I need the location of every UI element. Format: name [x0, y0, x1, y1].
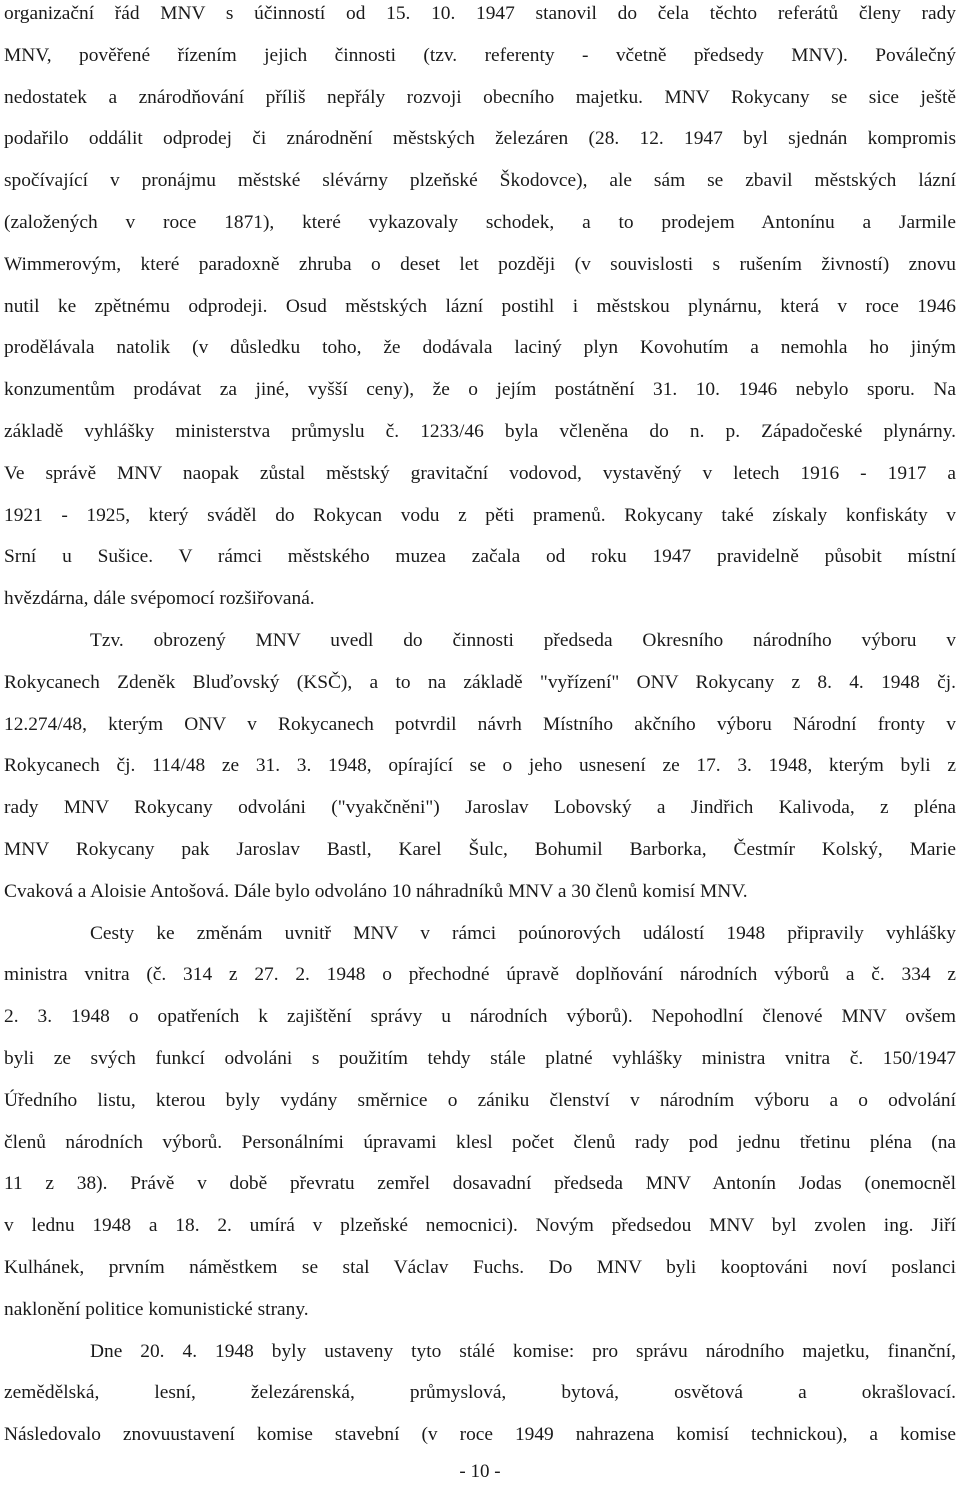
text-line: 1921 - 1925, který sváděl do Rokycan vodu z pěti pramenů. Rokycany také získaly konfiskáty v: [4, 504, 956, 526]
text-line: členů národních výborů. Personálními úpravami klesl počet členů rady pod jednu třetinu pléna (na: [4, 1131, 956, 1153]
text-line: nutil ke zpětnému odprodeji. Osud městských lázní postihl i městskou plynárnu, která v roce 1946: [4, 295, 956, 317]
text-line: Rokycanech čj. 114/48 ze 31. 3. 1948, opírající se o jeho usnesení ze 17. 3. 1948, kterým byli z: [4, 755, 956, 777]
text-line: MNV, pověřené řízením jejich činnosti (tzv. referenty - včetně předsedy MNV). Poválečný: [4, 44, 956, 66]
text-line: Kulhánek, prvním náměstkem se stal Václav Fuchs. Do MNV byli kooptováni noví poslanci: [4, 1256, 956, 1278]
text-line: rady MNV Rokycany odvoláni ("vyakčněni") Jaroslav Lobovský a Jindřich Kalivoda, z pléna: [4, 797, 956, 819]
text-line: podařilo oddálit odprodej či znárodnění městských železáren (28. 12. 1947 byl sjednán kompromis: [4, 128, 956, 150]
text-line-indented: Tzv. obrozený MNV uvedl do činnosti předseda Okresního národního výboru v: [90, 629, 956, 651]
text-line: Rokycanech Zdeněk Bluďovský (KSČ), a to na základě "vyřízení" ONV Rokycany z 8. 4. 1948 čj.: [4, 671, 956, 693]
text-line: Cvaková a Aloisie Antošová. Dále bylo odvoláno 10 náhradníků MNV a 30 členů komisí MNV.: [4, 880, 748, 902]
text-line: naklonění politice komunistické strany.: [4, 1298, 309, 1320]
text-line: Následovalo znovuustavení komise stavební (v roce 1949 nahrazena komisí technickou), a komise: [4, 1424, 956, 1446]
text-line: byli ze svých funkcí odvoláni s použitím tehdy stále platné vyhlášky ministra vnitra č. 150/1947: [4, 1047, 956, 1069]
text-line: Srní u Sušice. V rámci městského muzea začala od roku 1947 pravidelně působit místní: [4, 546, 956, 568]
text-line: (založených v roce 1871), které vykazovaly schodek, a to prodejem Antonínu a Jarmile: [4, 211, 956, 233]
text-line: spočívající v pronájmu městské slévárny plzeňské Škodovce), ale sám se zbavil městských lázní: [4, 170, 956, 192]
text-line: hvězdárna, dále svépomocí rozšiřovaná.: [4, 588, 315, 610]
text-line: Ve správě MNV naopak zůstal městský gravitační vodovod, vystavěný v letech 1916 - 1917 a: [4, 462, 956, 484]
text-line: prodělávala natolik (v důsledku toho, že dodávala laciný plyn Kovohutím a nemohla ho jiným: [4, 337, 956, 359]
text-line: zemědělská, lesní, železárenská, průmyslová, bytová, osvětová a okrašlovací.: [4, 1382, 956, 1404]
text-line: v lednu 1948 a 18. 2. umírá v plzeňské nemocnici). Novým předsedou MNV byl zvolen ing. Jiří: [4, 1215, 956, 1237]
text-line: ministra vnitra (č. 314 z 27. 2. 1948 o přechodné úpravě doplňování národních výborů a č. 334 z: [4, 964, 956, 986]
text-line: Wimmerovým, které paradoxně zhruba o deset let později (v souvislosti s rušením živností) znovu: [4, 253, 956, 275]
text-line: konzumentům prodávat za jiné, vyšší ceny), že o jejím postátnění 31. 10. 1946 nebylo sporu. Na: [4, 379, 956, 401]
text-line: 2. 3. 1948 o opatřeních k zajištění správy u národních výborů). Nepohodlní členové MNV ovšem: [4, 1006, 956, 1028]
text-line-indented: Dne 20. 4. 1948 byly ustaveny tyto stálé komise: pro správu národního majetku, finanční,: [90, 1340, 956, 1362]
document-page: [4, 0, 956, 1456]
text-line: MNV Rokycany pak Jaroslav Bastl, Karel Šulc, Bohumil Barborka, Čestmír Kolský, Marie: [4, 838, 956, 860]
text-line: organizační řád MNV s účinností od 15. 10. 1947 stanovil do čela těchto referátů členy rady: [4, 3, 956, 24]
text-line: Úředního listu, kterou byly vydány směrnice o zániku členství v národním výboru a o odvolání: [4, 1089, 956, 1111]
text-line: nedostatek a znárodňování příliš nepřály rozvoji obecního majetku. MNV Rokycany se sice ještě: [4, 86, 956, 108]
text-line: 11 z 38). Právě v době převratu zemřel dosavadní předseda MNV Antonín Jodas (onemocněl: [4, 1173, 956, 1195]
text-line: základě vyhlášky ministerstva průmyslu č. 1233/46 byla včleněna do n. p. Západočeské plynárny.: [4, 420, 956, 442]
page-number: - 10 -: [459, 1461, 501, 1482]
text-line-indented: Cesty ke změnám uvnitř MNV v rámci poúnorových událostí 1948 připravily vyhlášky: [90, 922, 956, 944]
text-line: 12.274/48, kterým ONV v Rokycanech potvrdil návrh Místního akčního výboru Národní fronty v: [4, 713, 956, 735]
